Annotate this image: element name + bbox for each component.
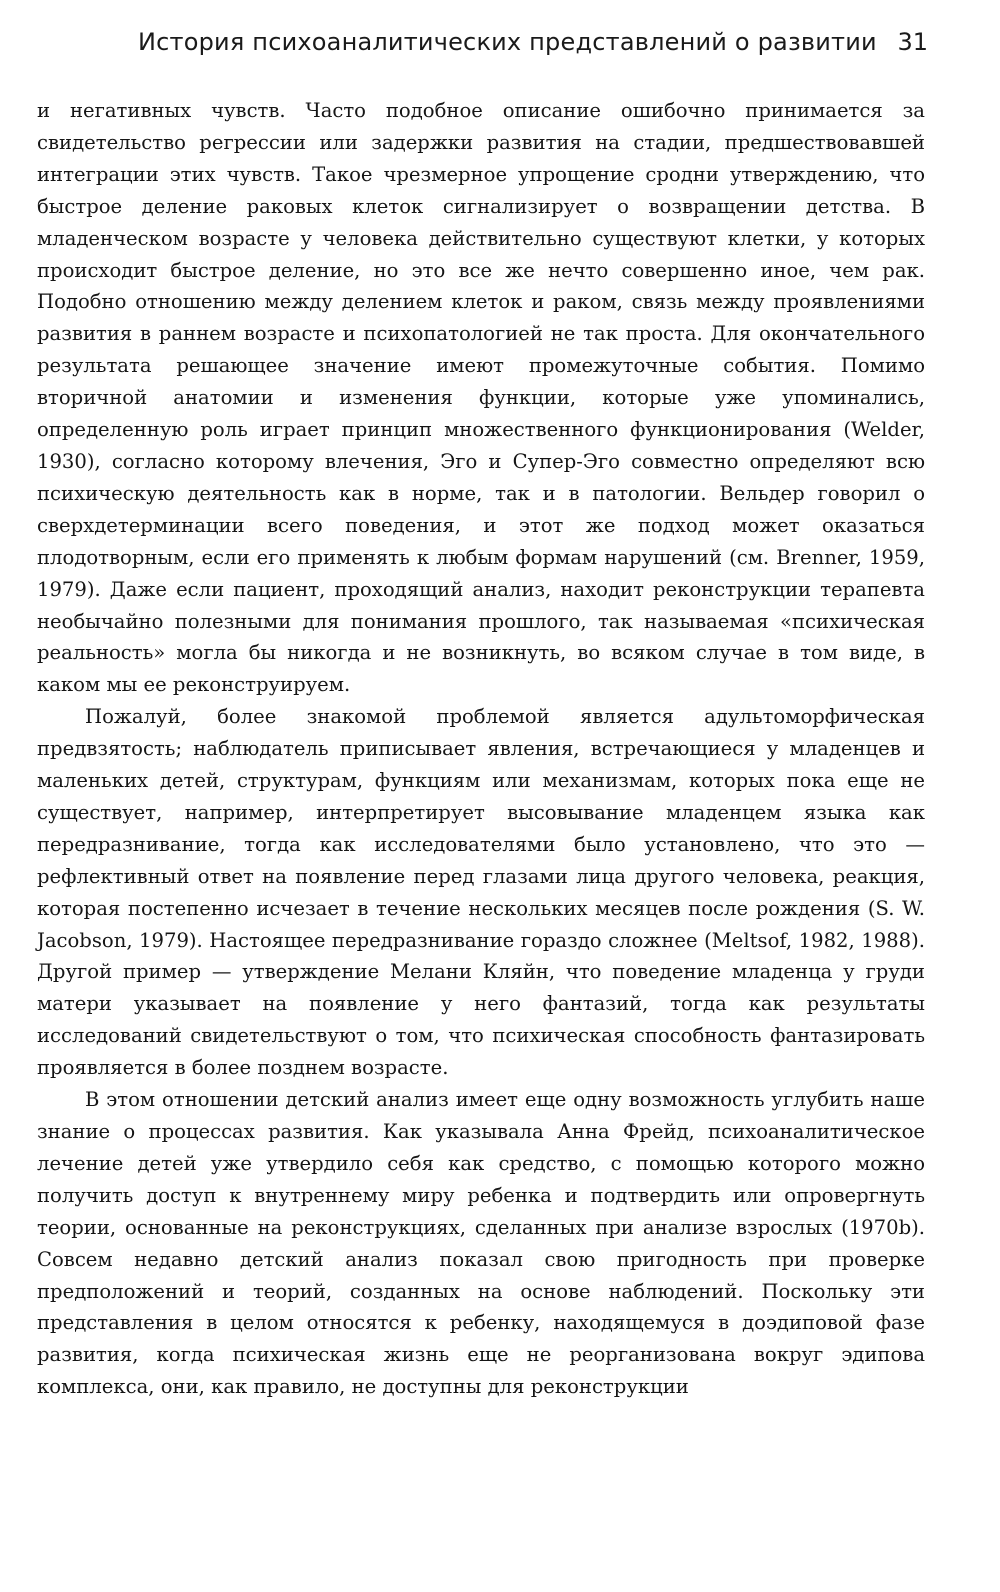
running-header	[138, 20, 928, 64]
body-text	[37, 95, 925, 1403]
page-number: 31	[897, 28, 928, 56]
paragraph-continuation: и негативных чувств. Часто подобное описание ошибочно принимается за свидетельство регрессии или задержки развития на стадии, предшествовавшей интеграции этих чувств. Такое чрезмерное упрощение сродни утверждению, что быстрое деление раковых клеток сигнализирует о возвращении детства. В младенческом возрасте у человека действительно существуют клетки, у которых происходит быстрое деление, но это все же нечто совершенно иное, чем рак. Подобно отношению между делением клеток и раком, связь между проявлениями развития в раннем возрасте и психопатологией не так проста. Для окончательного результата решающее значение имеют промежуточные события. Помимо вторичной анатомии и изменения функции, которые уже упоминались, определенную роль играет принцип множественного функционирования (Welder, 1930), согласно которому влечения, Эго и Супер-Эго совместно определяют всю психическую деятельность как в норме, так и в патологии. Вельдер говорил о сверхдетерминации всего поведения, и этот же подход может оказаться плодотворным, если его применять к любым формам нарушений (см. Brenner, 1959, 1979). Даже если пациент, проходящий анализ, находит реконструкции терапевта необычайно полезными для понимания прошлого, так называемая «психическая реальность» могла бы никогда и не возникнуть, во всяком случае в том виде, в каком мы ее реконструируем.	[37, 99, 925, 697]
chapter-title: История психоаналитических представлений о развитии	[138, 28, 877, 56]
paragraph-adultomorphic-bias: Пожалуй, более знакомой проблемой является адультоморфическая предвзятость; наблюдатель приписывает явления, встречающиеся у младенцев и маленьких детей, структурам, функциям или механизмам, которых пока еще не существует, например, интерпретирует высовывание младенцем языка как передразнивание, тогда как исследователями было установлено, что это — рефлективный ответ на появление перед глазами лица другого человека, реакция, которая постепенно исчезает в течение нескольких месяцев после рождения (S. W. Jacobson, 1979). Настоящее передразнивание гораздо сложнее (Meltsof, 1982, 1988). Другой пример — утверждение Мелани Кляйн, что поведение младенца у груди матери указывает на появление у него фантазий, тогда как результаты исследований свидетельствуют о том, что психическая способность фантазировать проявляется в более позднем возрасте.	[37, 705, 925, 1080]
paragraph-child-analysis: В этом отношении детский анализ имеет еще одну возможность углубить наше знание о процессах развития. Как указывала Анна Фрейд, психоаналитическое лечение детей уже утвердило себя как средство, с помощью которого можно получить доступ к внутреннему миру ребенка и подтвердить или опровергнуть теории, основанные на реконструкциях, сделанных при анализе взрослых (1970b). Совсем недавно детский анализ показал свою пригодность при проверке предположений и теорий, созданных на основе наблюдений. Поскольку эти представления в целом относятся к ребенку, находящемуся в доэдиповой фазе развития, когда психическая жизнь еще не реорганизована вокруг эдипова комплекса, они, как правило, не доступны для реконструкции	[37, 1088, 925, 1399]
